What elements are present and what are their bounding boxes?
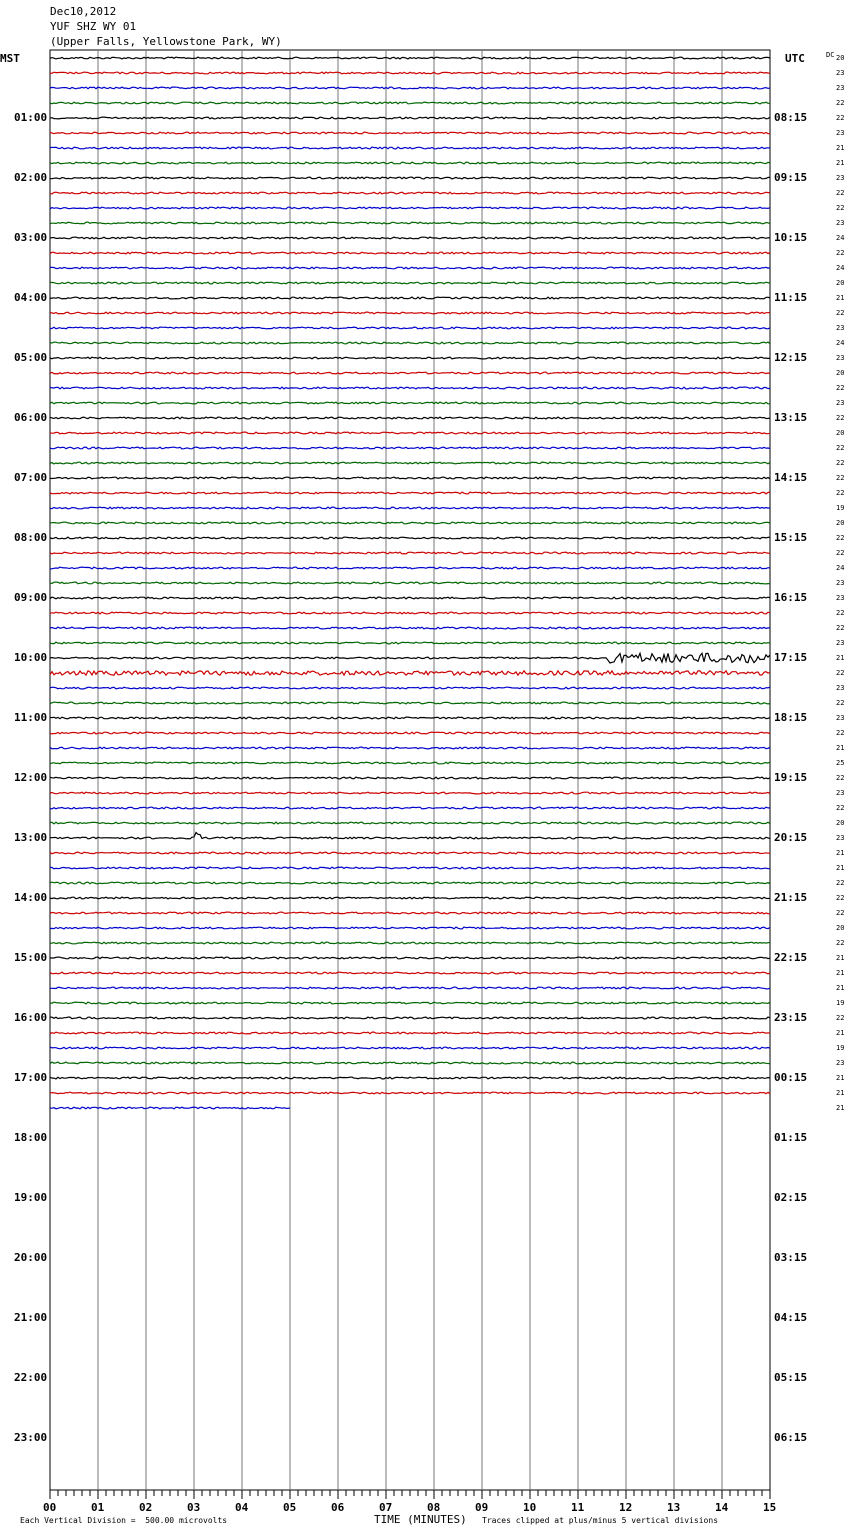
left-hour-label: 01:00 xyxy=(14,111,48,124)
seismic-trace xyxy=(50,702,770,704)
seismic-trace xyxy=(50,987,770,989)
dc-header: DC xyxy=(826,51,835,59)
seismic-trace xyxy=(50,447,770,449)
dc-offset-value: 22 xyxy=(836,414,845,422)
dc-offset-value: 22 xyxy=(836,609,845,617)
dc-offset-value: 20 xyxy=(836,924,845,932)
x-tick-label: 11 xyxy=(571,1501,585,1514)
right-hour-label: 22:15 xyxy=(774,951,808,964)
seismic-trace xyxy=(50,1032,770,1034)
dc-offset-value: 23 xyxy=(836,354,845,362)
dc-offset-value: 21 xyxy=(836,1089,845,1097)
seismic-trace xyxy=(50,582,770,584)
right-hour-label: 11:15 xyxy=(774,291,808,304)
left-hour-label: 13:00 xyxy=(14,831,48,844)
seismic-trace xyxy=(50,653,770,663)
seismic-trace xyxy=(50,597,770,599)
seismic-trace xyxy=(50,807,770,809)
dc-offset-value: 19 xyxy=(836,504,845,512)
dc-offset-value: 22 xyxy=(836,774,845,782)
x-axis-label: TIME (MINUTES) xyxy=(374,1513,467,1526)
seismic-trace xyxy=(50,777,770,779)
left-hour-label: 07:00 xyxy=(14,471,48,484)
dc-offset-value: 21 xyxy=(836,744,845,752)
right-hour-label: 03:15 xyxy=(774,1251,808,1264)
seismic-trace xyxy=(50,462,770,464)
seismic-trace xyxy=(50,1002,770,1004)
left-hour-label: 06:00 xyxy=(14,411,48,424)
station-code: YUF SHZ WY 01 xyxy=(50,20,137,33)
dc-offset-value: 20 xyxy=(836,519,845,527)
seismic-trace xyxy=(50,927,770,929)
seismic-trace xyxy=(50,297,770,299)
seismic-trace xyxy=(50,207,770,209)
seismic-trace xyxy=(50,762,770,764)
right-hour-label: 16:15 xyxy=(774,591,808,604)
seismic-trace xyxy=(50,57,770,59)
right-hour-label: 10:15 xyxy=(774,231,808,244)
dc-offset-value: 24 xyxy=(836,564,845,572)
dc-offset-value: 22 xyxy=(836,489,845,497)
seismic-trace xyxy=(50,1017,770,1019)
left-hour-label: 21:00 xyxy=(14,1311,48,1324)
dc-offset-value: 22 xyxy=(836,204,845,212)
dc-offset-value: 22 xyxy=(836,309,845,317)
seismic-trace xyxy=(50,852,770,854)
dc-offset-value: 22 xyxy=(836,249,845,257)
seismic-trace xyxy=(50,282,770,284)
x-tick-label: 12 xyxy=(619,1501,633,1514)
dc-offset-value: 20 xyxy=(836,369,845,377)
footer-scale-note: Each Vertical Division = 500.00 microvolts xyxy=(20,1516,228,1525)
seismic-trace xyxy=(50,477,770,479)
seismic-trace xyxy=(50,612,770,614)
seismic-trace xyxy=(50,342,770,344)
left-hour-label: 19:00 xyxy=(14,1191,48,1204)
dc-offset-value: 23 xyxy=(836,324,845,332)
x-tick-label: 15 xyxy=(763,1501,777,1514)
dc-offset-value: 21 xyxy=(836,294,845,302)
left-hour-label: 10:00 xyxy=(14,651,48,664)
x-tick-label: 13 xyxy=(667,1501,681,1514)
seismic-trace xyxy=(50,522,770,524)
seismic-trace xyxy=(50,627,770,629)
seismic-trace xyxy=(50,222,770,224)
seismic-trace xyxy=(50,552,770,554)
dc-offset-value: 21 xyxy=(836,969,845,977)
dc-offset-value: 20 xyxy=(836,279,845,287)
seismic-trace xyxy=(50,717,770,719)
dc-offset-value: 22 xyxy=(836,699,845,707)
dc-offset-value: 22 xyxy=(836,624,845,632)
left-hour-label: 09:00 xyxy=(14,591,48,604)
seismic-trace xyxy=(50,1062,770,1064)
x-tick-label: 14 xyxy=(715,1501,729,1514)
dc-offset-value: 21 xyxy=(836,1029,845,1037)
right-hour-label: 14:15 xyxy=(774,471,808,484)
seismic-trace xyxy=(50,432,770,434)
seismic-trace xyxy=(50,867,770,869)
seismic-trace xyxy=(50,267,770,269)
seismic-trace xyxy=(50,882,770,884)
x-tick-label: 04 xyxy=(235,1501,249,1514)
right-hour-label: 00:15 xyxy=(774,1071,808,1084)
left-hour-label: 15:00 xyxy=(14,951,48,964)
dc-offset-value: 20 xyxy=(836,54,845,62)
dc-offset-value: 23 xyxy=(836,594,845,602)
dc-offset-value: 22 xyxy=(836,459,845,467)
dc-offset-value: 23 xyxy=(836,69,845,77)
right-hour-label: 08:15 xyxy=(774,111,808,124)
left-hour-label: 18:00 xyxy=(14,1131,48,1144)
left-hour-label: 20:00 xyxy=(14,1251,48,1264)
seismic-trace xyxy=(50,147,770,149)
dc-offset-value: 19 xyxy=(836,1044,845,1052)
seismic-trace xyxy=(50,72,770,74)
dc-offset-value: 24 xyxy=(836,234,845,242)
seismic-trace xyxy=(50,492,770,494)
left-hour-label: 23:00 xyxy=(14,1431,48,1444)
dc-offset-value: 23 xyxy=(836,714,845,722)
x-tick-label: 07 xyxy=(379,1501,393,1514)
x-tick-label: 02 xyxy=(139,1501,153,1514)
left-hour-label: 17:00 xyxy=(14,1071,48,1084)
dc-offset-value: 24 xyxy=(836,264,845,272)
left-hour-label: 11:00 xyxy=(14,711,48,724)
left-hour-label: 22:00 xyxy=(14,1371,48,1384)
seismic-trace xyxy=(50,897,770,899)
left-hour-label: 14:00 xyxy=(14,891,48,904)
x-tick-label: 03 xyxy=(187,1501,201,1514)
left-timezone: MST xyxy=(0,52,20,65)
right-hour-label: 15:15 xyxy=(774,531,808,544)
right-hour-label: 06:15 xyxy=(774,1431,808,1444)
seismic-trace xyxy=(50,372,770,374)
dc-offset-value: 21 xyxy=(836,144,845,152)
right-hour-label: 04:15 xyxy=(774,1311,808,1324)
seismic-trace xyxy=(50,567,770,569)
dc-offset-value: 23 xyxy=(836,219,845,227)
dc-offset-value: 20 xyxy=(836,819,845,827)
seismic-trace xyxy=(50,1092,770,1094)
dc-offset-value: 22 xyxy=(836,939,845,947)
seismic-trace xyxy=(50,192,770,194)
right-hour-label: 09:15 xyxy=(774,171,808,184)
x-tick-label: 05 xyxy=(283,1501,297,1514)
dc-offset-value: 21 xyxy=(836,954,845,962)
seismic-trace xyxy=(50,252,770,254)
seismic-trace xyxy=(50,177,770,179)
dc-offset-value: 21 xyxy=(836,1104,845,1112)
right-hour-label: 02:15 xyxy=(774,1191,808,1204)
dc-offset-value: 23 xyxy=(836,789,845,797)
dc-offset-value: 25 xyxy=(836,759,845,767)
dc-offset-value: 22 xyxy=(836,804,845,812)
x-tick-label: 06 xyxy=(331,1501,345,1514)
dc-offset-value: 21 xyxy=(836,159,845,167)
dc-offset-value: 23 xyxy=(836,1059,845,1067)
dc-offset-value: 22 xyxy=(836,729,845,737)
dc-offset-value: 24 xyxy=(836,339,845,347)
dc-offset-value: 23 xyxy=(836,174,845,182)
seismic-trace xyxy=(50,237,770,239)
dc-offset-value: 22 xyxy=(836,474,845,482)
seismic-trace xyxy=(50,822,770,824)
seismic-trace xyxy=(50,357,770,359)
right-hour-label: 01:15 xyxy=(774,1131,808,1144)
right-timezone: UTC xyxy=(785,52,805,65)
seismic-trace xyxy=(50,1047,770,1049)
dc-offset-value: 22 xyxy=(836,879,845,887)
seismic-trace xyxy=(50,132,770,134)
dc-offset-value: 20 xyxy=(836,429,845,437)
seismic-trace xyxy=(50,162,770,164)
seismic-trace xyxy=(50,942,770,944)
dc-offset-value: 22 xyxy=(836,669,845,677)
station-location: (Upper Falls, Yellowstone Park, WY) xyxy=(50,35,282,48)
dc-offset-value: 22 xyxy=(836,384,845,392)
x-tick-label: 09 xyxy=(475,1501,489,1514)
seismic-trace xyxy=(50,102,770,104)
dc-offset-value: 23 xyxy=(836,684,845,692)
footer-clip-note: Traces clipped at plus/minus 5 vertical divisions xyxy=(482,1516,719,1525)
x-tick-label: 10 xyxy=(523,1501,537,1514)
seismic-trace xyxy=(50,537,770,539)
dc-offset-value: 23 xyxy=(836,129,845,137)
dc-offset-value: 22 xyxy=(836,549,845,557)
dc-offset-value: 23 xyxy=(836,84,845,92)
right-hour-label: 12:15 xyxy=(774,351,808,364)
seismic-trace xyxy=(50,912,770,914)
dc-offset-value: 23 xyxy=(836,579,845,587)
left-hour-label: 08:00 xyxy=(14,531,48,544)
right-hour-label: 20:15 xyxy=(774,831,808,844)
dc-offset-value: 22 xyxy=(836,909,845,917)
right-hour-label: 19:15 xyxy=(774,771,808,784)
right-hour-label: 21:15 xyxy=(774,891,808,904)
right-hour-label: 05:15 xyxy=(774,1371,808,1384)
plot-date: Dec10,2012 xyxy=(50,5,117,18)
seismic-trace xyxy=(50,1107,290,1109)
x-tick-label: 00 xyxy=(43,1501,57,1514)
left-hour-label: 03:00 xyxy=(14,231,48,244)
dc-offset-value: 22 xyxy=(836,1014,845,1022)
seismic-trace xyxy=(50,417,770,419)
x-tick-label: 01 xyxy=(91,1501,105,1514)
seismic-trace xyxy=(50,957,770,959)
dc-offset-value: 21 xyxy=(836,849,845,857)
seismic-trace xyxy=(50,671,770,675)
left-hour-label: 02:00 xyxy=(14,171,48,184)
seismic-trace xyxy=(50,642,770,644)
right-hour-label: 17:15 xyxy=(774,651,808,664)
seismic-trace xyxy=(50,792,770,794)
plot-frame xyxy=(50,50,770,1490)
dc-offset-value: 21 xyxy=(836,864,845,872)
dc-offset-value: 22 xyxy=(836,444,845,452)
seismic-trace xyxy=(50,387,770,389)
right-hour-label: 18:15 xyxy=(774,711,808,724)
dc-offset-value: 23 xyxy=(836,639,845,647)
seismic-trace xyxy=(50,402,770,404)
seismic-trace xyxy=(50,312,770,314)
dc-offset-value: 22 xyxy=(836,894,845,902)
seismic-trace xyxy=(50,507,770,509)
dc-offset-value: 21 xyxy=(836,654,845,662)
seismic-trace xyxy=(50,687,770,689)
seismic-trace xyxy=(50,117,770,119)
dc-offset-value: 19 xyxy=(836,999,845,1007)
dc-offset-value: 21 xyxy=(836,1074,845,1082)
dc-offset-value: 21 xyxy=(836,984,845,992)
dc-offset-value: 23 xyxy=(836,399,845,407)
dc-offset-value: 22 xyxy=(836,99,845,107)
left-hour-label: 04:00 xyxy=(14,291,48,304)
left-hour-label: 05:00 xyxy=(14,351,48,364)
dc-offset-value: 22 xyxy=(836,114,845,122)
dc-offset-value: 22 xyxy=(836,189,845,197)
seismic-trace xyxy=(50,87,770,89)
seismic-trace xyxy=(50,747,770,749)
seismic-trace xyxy=(50,732,770,734)
left-hour-label: 16:00 xyxy=(14,1011,48,1024)
seismic-trace xyxy=(50,1077,770,1079)
x-tick-label: 08 xyxy=(427,1501,441,1514)
right-hour-label: 13:15 xyxy=(774,411,808,424)
dc-offset-value: 23 xyxy=(836,834,845,842)
right-hour-label: 23:15 xyxy=(774,1011,808,1024)
seismic-trace xyxy=(50,972,770,974)
seismic-trace xyxy=(50,833,770,839)
seismic-trace xyxy=(50,327,770,329)
left-hour-label: 12:00 xyxy=(14,771,48,784)
dc-offset-value: 22 xyxy=(836,534,845,542)
